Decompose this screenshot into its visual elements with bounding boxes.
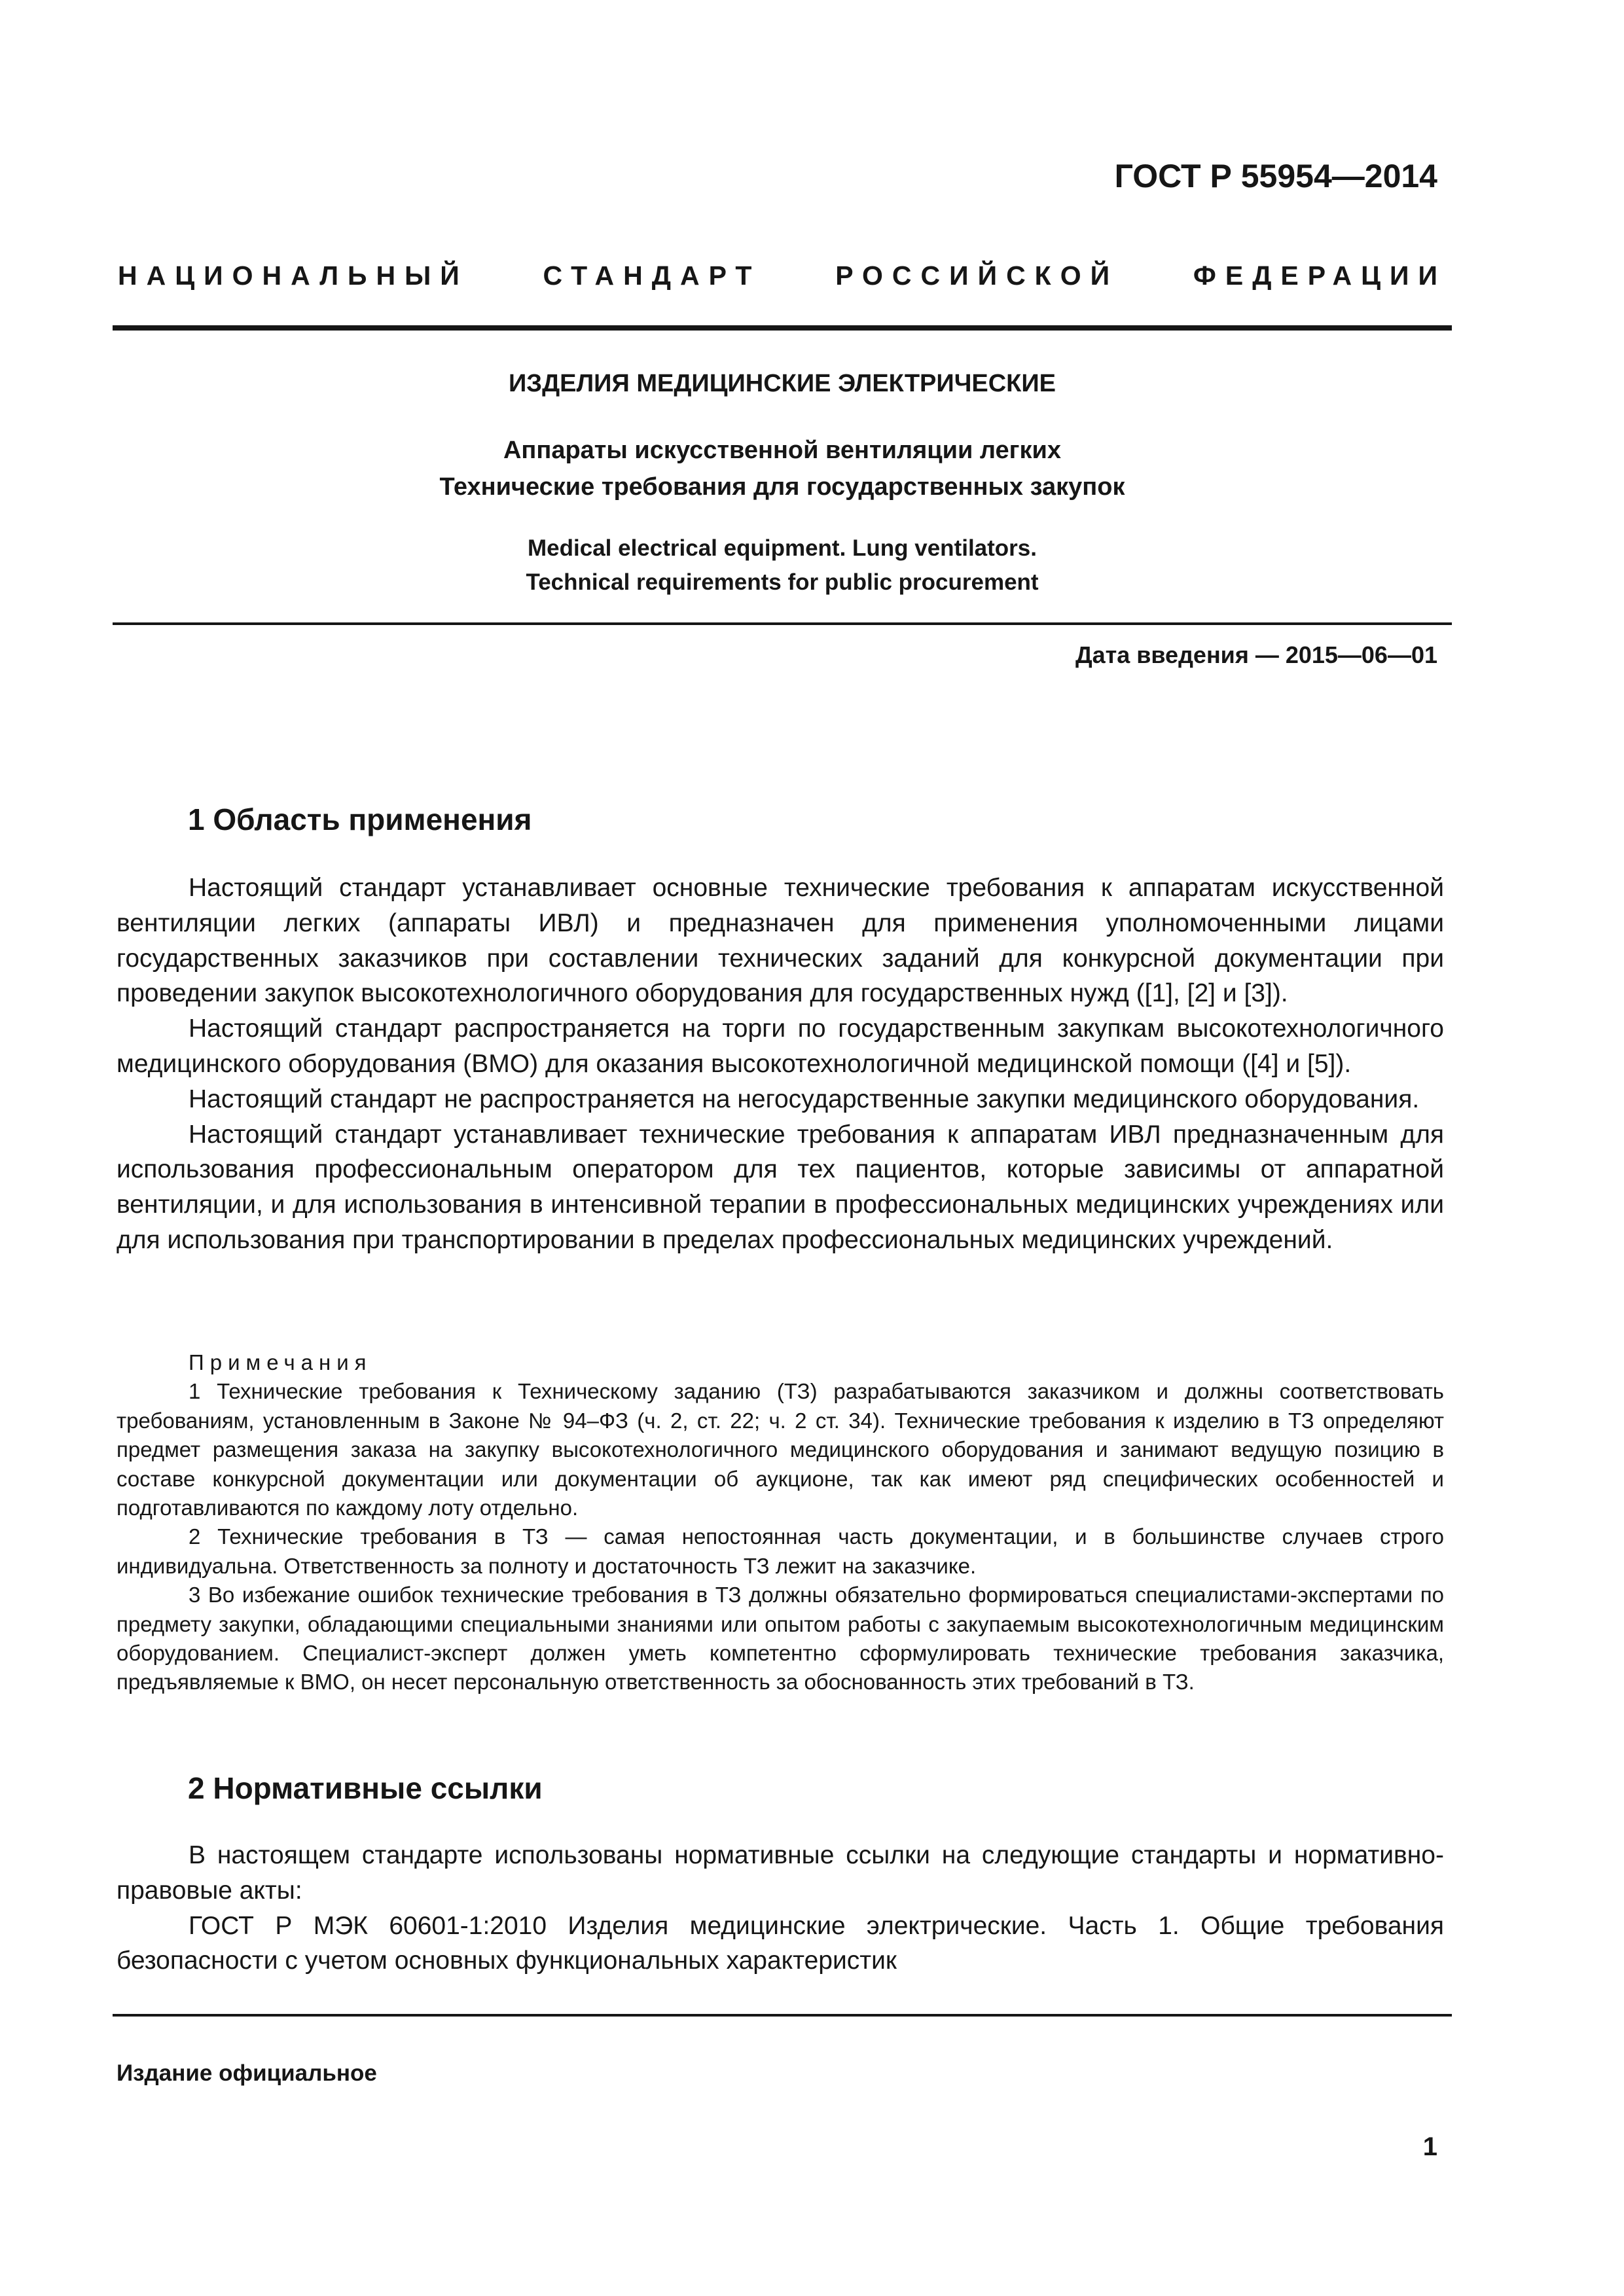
section-1-paragraph: Настоящий стандарт распространяется на торги по государственным закупкам высокотехнологичного медицинского оборудования (ВМО) для оказания высокотехнологичной медицинской помощи ([4] и [5]). (117, 1014, 1444, 1078)
section-2-paragraph: ГОСТ Р МЭК 60601-1:2010 Изделия медицинские электрические. Часть 1. Общие требования безопасности с учетом основных функциональных характеристик (117, 1911, 1444, 1975)
subtitle-line-1: Аппараты искусственной вентиляции легких (503, 437, 1062, 464)
section-2-heading: 2 Нормативные ссылки (188, 1771, 543, 1805)
page-number: 1 (1422, 2132, 1437, 2161)
english-title (113, 531, 1452, 600)
header-rule (113, 325, 1452, 331)
english-title-line-2: Technical requirements for public procurement (526, 569, 1039, 595)
english-title-line-1: Medical electrical equipment. Lung ventilators. (528, 535, 1037, 561)
title-rule (113, 622, 1452, 625)
national-standard-banner: НАЦИОНАЛЬНЫЙ СТАНДАРТ РОССИЙСКОЙ ФЕДЕРАЦИИ (118, 260, 1447, 291)
footer-rule (113, 2014, 1452, 2017)
section-1-paragraph: Настоящий стандарт устанавливает основные технические требования к аппаратам искусственной вентиляции легких (аппараты ИВЛ) и предназначен для применения уполномоченными лицами государственных заказчиков при составлении технических заданий для конкурсной документации при проведении закупок высокотехнологичного оборудования для государственных нужд ([1], [2] и [3]). (117, 874, 1444, 1008)
document-number: ГОСТ Р 55954—2014 (1114, 158, 1437, 194)
note-item: 1 Технические требования к Техническому заданию (ТЗ) разрабатываются заказчиком и должны соответствовать требованиям, установленным в Законе № 94–ФЗ (ч. 2, ст. 22; ч. 2 ст. 34). Технические требования к изделию в ТЗ определяют предмет размещения заказа на закупку высокотехнологичного медицинского оборудования и занимают ведущую позицию в составе конкурсной документации или документации об аукционе, так как имеют ряд специфических особенностей и подготавливаются по каждому лоту отдельно. (117, 1379, 1444, 1520)
section-1-body (117, 870, 1444, 1258)
subtitle-line-2: Технические требования для государственных закупок (439, 473, 1125, 501)
introduction-date: Дата введения — 2015—06—01 (1075, 641, 1437, 668)
section-1-paragraph: Настоящий стандарт не распространяется на негосударственные закупки медицинского оборудования. (189, 1085, 1420, 1113)
note-item: 3 Во избежание ошибок технические требования в ТЗ должны обязательно формироваться специалистами-экспертами по предмету закупки, обладающими специальными знаниями или опытом работы с закупаемым высокотехнологичным медицинским оборудованием. Специалист-эксперт должен уметь компетентно сформулировать технические требования заказчика, предъявляемые к ВМО, он несет персональную ответственность за обоснованность этих требований в ТЗ. (117, 1583, 1444, 1695)
document-subtitle (113, 432, 1452, 505)
section-1-paragraph: Настоящий стандарт устанавливает технические требования к аппаратам ИВЛ предназначенным для использования профессиональным оператором для тех пациентов, которые зависимы от аппаратной вентиляции, и для использования в интенсивной терапии в профессиональных медицинских учреждениях или для использования при транспортировании в пределах профессиональных медицинских учреждений. (117, 1120, 1444, 1254)
document-title: ИЗДЕЛИЯ МЕДИЦИНСКИЕ ЭЛЕКТРИЧЕСКИЕ (508, 370, 1056, 397)
notes-title: Примечания (189, 1350, 372, 1374)
section-2-body (117, 1838, 1444, 1979)
edition-label: Издание официальное (117, 2060, 377, 2086)
section-1-notes (117, 1348, 1444, 1697)
section-2-paragraph: В настоящем стандарте использованы нормативные ссылки на следующие стандарты и нормативно-правовые акты: (117, 1841, 1444, 1905)
section-1-heading: 1 Область применения (188, 802, 532, 836)
note-item: 2 Технические требования в ТЗ — самая непостоянная часть документации, и в большинстве случаев строго индивидуальна. Ответственность за полноту и достаточность ТЗ лежит на заказчике. (117, 1524, 1444, 1578)
